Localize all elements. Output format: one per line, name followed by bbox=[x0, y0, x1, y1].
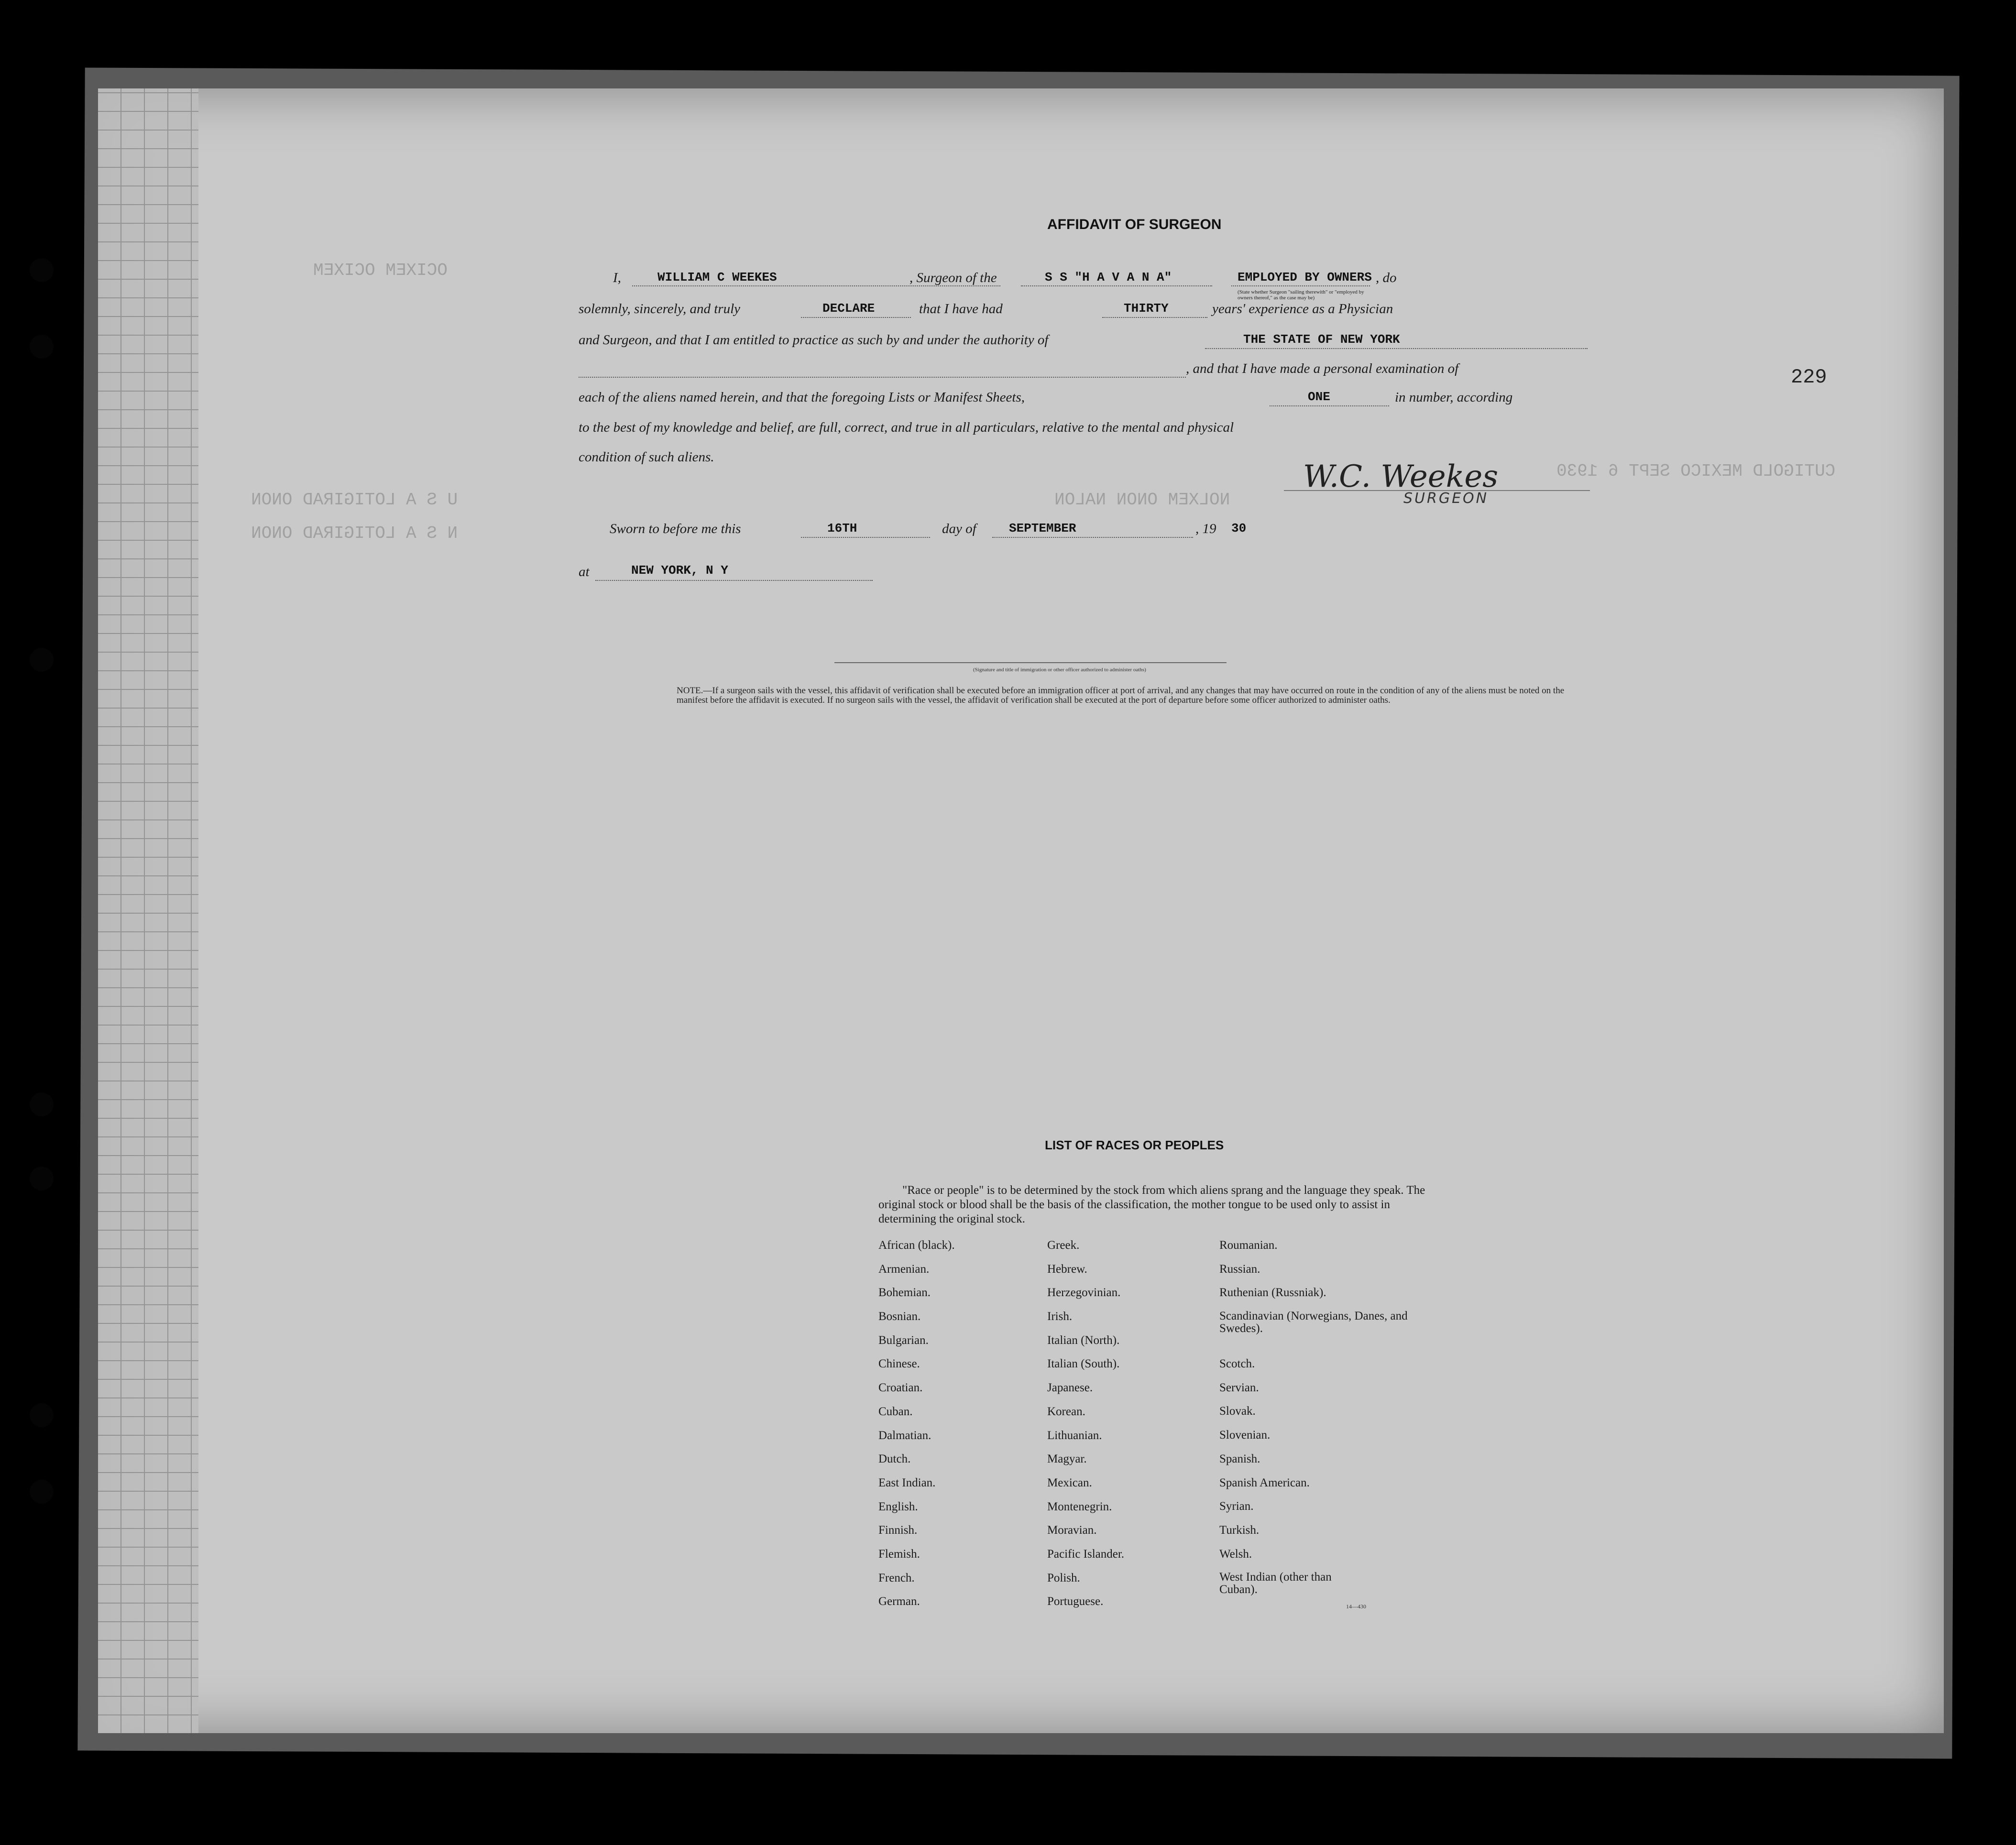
at-label: at bbox=[579, 564, 590, 579]
race-item: Dutch. bbox=[878, 1452, 911, 1466]
form-number: 14—430 bbox=[1346, 1603, 1366, 1610]
sworn-day: 16TH bbox=[827, 521, 857, 535]
race-item: Montenegrin. bbox=[1047, 1500, 1112, 1513]
race-item: Dalmatian. bbox=[878, 1429, 931, 1442]
race-item: Syrian. bbox=[1219, 1500, 1254, 1513]
punch-hole bbox=[30, 1092, 54, 1116]
race-item: Ruthenian (Russniak). bbox=[1219, 1286, 1326, 1299]
race-item: West Indian (other than Cuban). bbox=[1219, 1571, 1332, 1596]
bleed-through-text: NOLXEM ONON NALON bbox=[1054, 490, 1230, 510]
pronoun-i: I, bbox=[613, 270, 621, 285]
surgeon-signature: W.C. Weekes bbox=[1303, 459, 1499, 494]
race-item: Russian. bbox=[1219, 1262, 1260, 1276]
employment-underline bbox=[1231, 285, 1370, 286]
race-item: Moravian. bbox=[1047, 1524, 1097, 1537]
race-item: Slovenian. bbox=[1219, 1429, 1271, 1442]
bleed-through-text: CUTIGOLD MEXICO SEPT 6 1930 bbox=[1556, 461, 1836, 481]
punch-hole bbox=[30, 1403, 54, 1427]
races-intro: "Race or people" is to be determined by the stock from which aliens sprang and the language they speak. The original stock or blood shall be the basis of the classification, the mother tongue to be used only to assist in determining the original stock. bbox=[878, 1184, 1425, 1225]
race-item: Cuban. bbox=[878, 1405, 913, 1418]
race-item: Finnish. bbox=[878, 1524, 918, 1537]
experience-text: that I have had bbox=[919, 301, 1003, 317]
race-item: Korean. bbox=[1047, 1405, 1085, 1418]
declare-underline bbox=[801, 317, 911, 318]
races-title: LIST OF RACES OR PEOPLES bbox=[1045, 1138, 1224, 1152]
punch-hole bbox=[30, 258, 54, 282]
race-item: Spanish. bbox=[1219, 1452, 1260, 1465]
race-item: Japanese. bbox=[1047, 1381, 1093, 1395]
examination-text: , and that I have made a personal examination of bbox=[1186, 361, 1459, 376]
do-label: , do bbox=[1376, 270, 1397, 285]
belief-text: to the best of my knowledge and belief, are full, correct, and true in all particulars, relative to the mental and physical bbox=[579, 420, 1234, 435]
race-item: Portuguese. bbox=[1047, 1595, 1104, 1608]
vessel-underline bbox=[1021, 285, 1212, 286]
month-underline bbox=[992, 537, 1193, 538]
surgeon-of-label: , Surgeon of the bbox=[909, 270, 997, 285]
bleed-through-text: U S A LOTIGIRAD ONON bbox=[251, 490, 458, 510]
race-item: Herzegovinian. bbox=[1047, 1286, 1121, 1299]
page-title: AFFIDAVIT OF SURGEON bbox=[1047, 217, 1222, 232]
affidavit-note: NOTE.—If a surgeon sails with the vessel, this affidavit of verification shall be executed before an immigration officer at port of arrival, and any changes that may have occurred on route in the condition of any of the aliens must be noted on the manifest before the affidavit is executed. If no surgeon sails with the vessel, the affidavit of verification shall be executed at the port of departure before some officer authorized to administer oaths. bbox=[677, 686, 1565, 705]
race-item: Irish. bbox=[1047, 1310, 1073, 1323]
sworn-text: Sworn to before me this bbox=[610, 521, 741, 536]
race-item: Servian. bbox=[1219, 1381, 1259, 1394]
race-item: Roumanian. bbox=[1219, 1239, 1278, 1252]
punch-hole bbox=[30, 1167, 54, 1190]
race-item: Scandinavian (Norwegians, Danes, and Swedes). bbox=[1219, 1310, 1408, 1335]
race-item: Lithuanian. bbox=[1047, 1429, 1102, 1442]
authority-text: and Surgeon, and that I am entitled to practice as such by and under the authority of bbox=[579, 332, 1049, 348]
race-item: African (black). bbox=[878, 1239, 955, 1252]
authority-value: THE STATE OF NEW YORK bbox=[1243, 332, 1400, 347]
authority-underline bbox=[1205, 348, 1588, 349]
declare-value: DECLARE bbox=[822, 301, 875, 316]
day-of-text: day of bbox=[942, 521, 976, 536]
punch-hole bbox=[30, 1480, 54, 1504]
race-item: Pacific Islander. bbox=[1047, 1547, 1125, 1561]
race-item: Mexican. bbox=[1047, 1476, 1092, 1489]
race-item: French. bbox=[878, 1571, 915, 1584]
punch-hole bbox=[30, 335, 54, 359]
races-column-2 bbox=[1047, 1239, 1124, 1619]
solemnly-text: solemnly, sincerely, and truly bbox=[579, 301, 741, 317]
race-item: Greek. bbox=[1047, 1239, 1080, 1252]
sheet-count: ONE bbox=[1308, 390, 1330, 404]
race-item: Flemish. bbox=[878, 1547, 920, 1561]
race-item: Croatian. bbox=[878, 1381, 923, 1395]
officer-signature-line bbox=[834, 662, 1227, 663]
affidavit-sheet bbox=[98, 88, 1944, 1733]
race-item: Italian (South). bbox=[1047, 1357, 1120, 1371]
years-value: THIRTY bbox=[1124, 301, 1169, 316]
race-item: Armenian. bbox=[878, 1262, 930, 1276]
bleed-through-text: N S A LOTIGIRAD ONON bbox=[251, 524, 458, 543]
bleed-through-text: OCIXEM OCIXEM bbox=[313, 261, 448, 280]
count-underline bbox=[1270, 405, 1389, 406]
employment-status: EMPLOYED BY OWNERS bbox=[1238, 270, 1372, 284]
race-item: Spanish American. bbox=[1219, 1476, 1310, 1489]
races-column-1 bbox=[878, 1239, 955, 1619]
race-item: Magyar. bbox=[1047, 1452, 1087, 1466]
punch-hole bbox=[30, 648, 54, 672]
in-number-text: in number, according bbox=[1395, 390, 1513, 405]
races-column-3 bbox=[1219, 1239, 1420, 1600]
race-item: Chinese. bbox=[878, 1357, 920, 1371]
race-item: Slovak. bbox=[1219, 1405, 1256, 1418]
place-underline bbox=[595, 580, 873, 581]
left-grid-margin bbox=[98, 88, 198, 1733]
sworn-month: SEPTEMBER bbox=[1009, 521, 1076, 535]
condition-text: condition of such aliens. bbox=[579, 449, 714, 465]
race-item: Hebrew. bbox=[1047, 1262, 1087, 1276]
race-item: English. bbox=[878, 1500, 918, 1513]
officer-caption: (Signature and title of immigration or other officer authorized to administer oaths) bbox=[973, 667, 1146, 673]
race-item: German. bbox=[878, 1595, 920, 1608]
race-item: Bulgarian. bbox=[878, 1333, 929, 1347]
race-item: Scotch. bbox=[1219, 1357, 1255, 1371]
signature-title: SURGEON bbox=[1403, 490, 1489, 507]
year-prefix: , 19 bbox=[1195, 521, 1216, 536]
page-number: 229 bbox=[1791, 366, 1827, 389]
race-item: Polish. bbox=[1047, 1571, 1080, 1584]
years-underline bbox=[1102, 317, 1207, 318]
race-item: Bohemian. bbox=[878, 1286, 931, 1299]
vessel-name: S S "H A V A N A" bbox=[1045, 270, 1172, 284]
race-item: Italian (North). bbox=[1047, 1333, 1120, 1347]
employment-note: (State whether Surgeon "sailing therewith" or "employed by owners thereof," as the case may be) bbox=[1238, 289, 1364, 301]
blank-underline bbox=[579, 377, 1186, 378]
manifest-text: each of the aliens named herein, and that the foregoing Lists or Manifest Sheets, bbox=[579, 390, 1025, 405]
years-experience-text: years' experience as a Physician bbox=[1212, 301, 1393, 317]
surgeon-name: WILLIAM C WEEKES bbox=[657, 270, 777, 284]
race-item: East Indian. bbox=[878, 1476, 936, 1489]
day-underline bbox=[801, 537, 930, 538]
race-item: Turkish. bbox=[1219, 1523, 1260, 1537]
sworn-year: 30 bbox=[1231, 521, 1247, 535]
race-item: Bosnian. bbox=[878, 1310, 921, 1323]
sworn-place: NEW YORK, N Y bbox=[631, 563, 728, 578]
race-item: Welsh. bbox=[1219, 1547, 1252, 1561]
